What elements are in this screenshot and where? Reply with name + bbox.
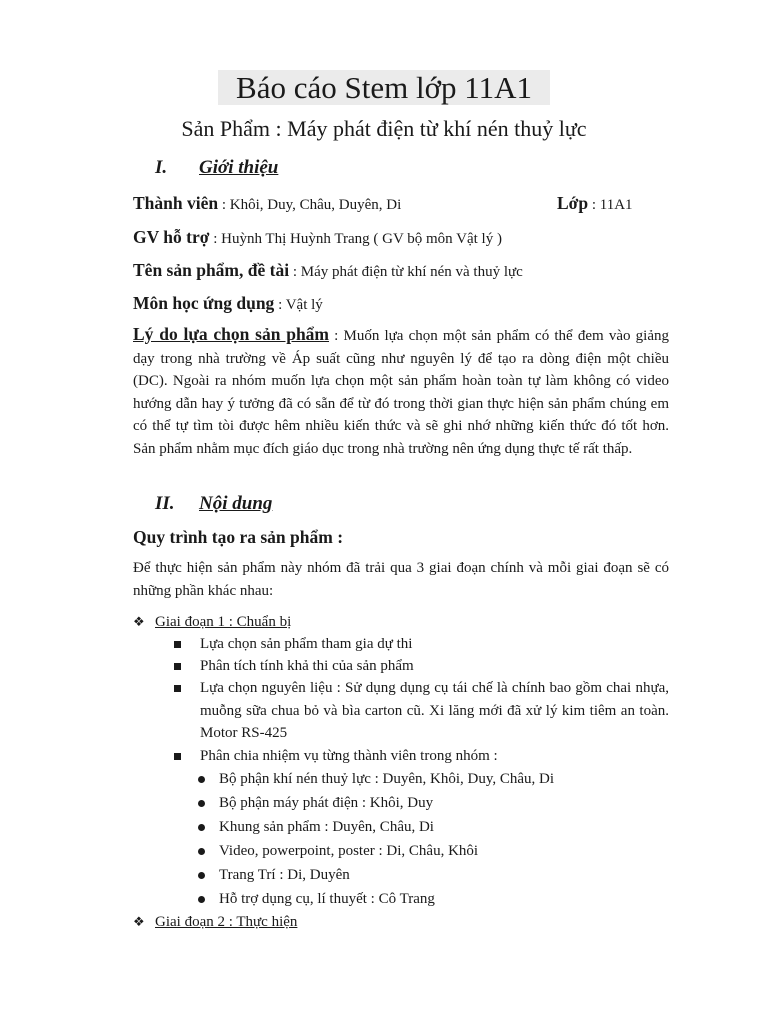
square-bullet-icon bbox=[174, 685, 181, 692]
list-item-text: Phân tích tính khả thi của sản phẩm bbox=[200, 658, 414, 674]
class-value: : 11A1 bbox=[588, 197, 633, 213]
task-item bbox=[198, 768, 554, 790]
members-field bbox=[133, 192, 401, 216]
list-item bbox=[174, 633, 669, 656]
list-item-text: Lựa chọn sản phẩm tham gia dự thi bbox=[200, 636, 413, 652]
task-item bbox=[198, 792, 433, 814]
stage-2 bbox=[133, 911, 297, 933]
list-item-text: Phân chia nhiệm vụ từng thành viên trong nhóm : bbox=[200, 748, 498, 764]
teacher-field bbox=[133, 226, 502, 250]
stage-1 bbox=[133, 611, 291, 633]
subject-field bbox=[133, 292, 323, 316]
stage-2-label: Giai đoạn 2 : Thực hiện bbox=[155, 914, 298, 930]
task-item bbox=[198, 864, 350, 886]
members-label: Thành viên bbox=[133, 193, 219, 213]
round-bullet-icon bbox=[198, 776, 205, 783]
subject-label: Môn học ứng dụng bbox=[133, 293, 275, 313]
round-bullet-icon bbox=[198, 824, 205, 831]
task-item-text: Bộ phận máy phát điện : Khôi, Duy bbox=[219, 795, 434, 811]
process-heading-text: Quy trình tạo ra sản phẩm : bbox=[133, 527, 344, 547]
members-value: : Khôi, Duy, Châu, Duyên, Di bbox=[218, 197, 402, 213]
stage-1-label: Giai đoạn 1 : Chuẩn bị bbox=[155, 614, 292, 630]
task-item-text: Khung sản phẩm : Duyên, Châu, Di bbox=[219, 819, 434, 835]
square-bullet-icon bbox=[174, 753, 181, 760]
round-bullet-icon bbox=[198, 872, 205, 879]
report-subtitle: Sản Phẩm : Máy phát điện từ khí nén thuỷ lực bbox=[181, 116, 587, 141]
section-label: Nội dung bbox=[199, 493, 273, 514]
class-field bbox=[557, 192, 633, 216]
teacher-value: : Huỳnh Thị Huỳnh Trang ( GV bộ môn Vật lý ) bbox=[209, 231, 502, 247]
report-title: Báo cáo Stem lớp 11A1 bbox=[0, 70, 768, 106]
round-bullet-icon bbox=[198, 800, 205, 807]
reason-text: : Muốn lựa chọn một sản phẩm có thể đem vào giảng dạy trong nhà trường về Áp suất cũng như nguyên lý để tạo ra dòng điện một chiều (DC). Ngoài ra nhóm muốn lựa chọn một sản phẩm hoàn toàn tự làm không có video hướng dẫn hay ý tưởng đã có sẵn để từ đó trong thời gian thực hiện sản phẩm chúng em có thể tự tìm tòi được hêm nhiều kiến thức và sẽ ghi nhớ những kiến thức đó tốt hơn. Sản phẩm nhằm mục đích giáo dục trong nhà trường nên ứng dụng thực tế rất thấp. bbox=[133, 328, 669, 457]
class-label: Lớp bbox=[557, 193, 589, 213]
round-bullet-icon bbox=[198, 848, 205, 855]
subject-value: : Vật lý bbox=[274, 297, 323, 313]
process-heading bbox=[133, 526, 343, 550]
reason-label: Lý do lựa chọn sản phẩm bbox=[133, 324, 330, 344]
teacher-label: GV hỗ trợ bbox=[133, 227, 210, 247]
list-item bbox=[174, 677, 669, 745]
square-bullet-icon bbox=[174, 641, 181, 648]
reason-paragraph bbox=[133, 323, 669, 460]
section-heading-content bbox=[155, 493, 272, 515]
task-item bbox=[198, 888, 435, 910]
diamond-bullet-icon: ❖ bbox=[133, 914, 145, 929]
list-item bbox=[174, 655, 669, 678]
square-bullet-icon bbox=[174, 663, 181, 670]
task-item bbox=[198, 840, 478, 862]
list-item bbox=[174, 745, 669, 768]
list-item-text: Lựa chọn nguyên liệu : Sử dụng dụng cụ tái chế là chính bao gồm chai nhựa, muỗng sữa chua bỏ và bìa carton cũ. Xi lăng mới đã xử lý kim tiêm an toàn. Motor RS-425 bbox=[200, 680, 669, 741]
process-intro: Để thực hiện sản phẩm này nhóm đã trải qua 3 giai đoạn chính và mỗi giai đoạn sẽ có những phần khác nhau: bbox=[133, 560, 669, 599]
diamond-bullet-icon: ❖ bbox=[133, 614, 145, 629]
section-label: Giới thiệu bbox=[199, 157, 279, 178]
task-item-text: Trang Trí : Di, Duyên bbox=[219, 867, 350, 883]
task-item-text: Hỗ trợ dụng cụ, lí thuyết : Cô Trang bbox=[219, 891, 435, 907]
section-number: II. bbox=[155, 493, 175, 514]
section-number: I. bbox=[155, 157, 168, 178]
section-heading-intro bbox=[155, 157, 278, 179]
task-item-text: Video, powerpoint, poster : Di, Châu, Khôi bbox=[219, 843, 479, 859]
product-field bbox=[133, 259, 523, 283]
task-item bbox=[198, 816, 434, 838]
round-bullet-icon bbox=[198, 896, 205, 903]
task-item-text: Bộ phận khí nén thuỷ lực : Duyên, Khôi, Duy, Châu, Di bbox=[219, 771, 555, 787]
product-label: Tên sản phẩm, đề tài bbox=[133, 260, 290, 280]
product-value: : Máy phát điện từ khí nén và thuỷ lực bbox=[289, 264, 523, 280]
